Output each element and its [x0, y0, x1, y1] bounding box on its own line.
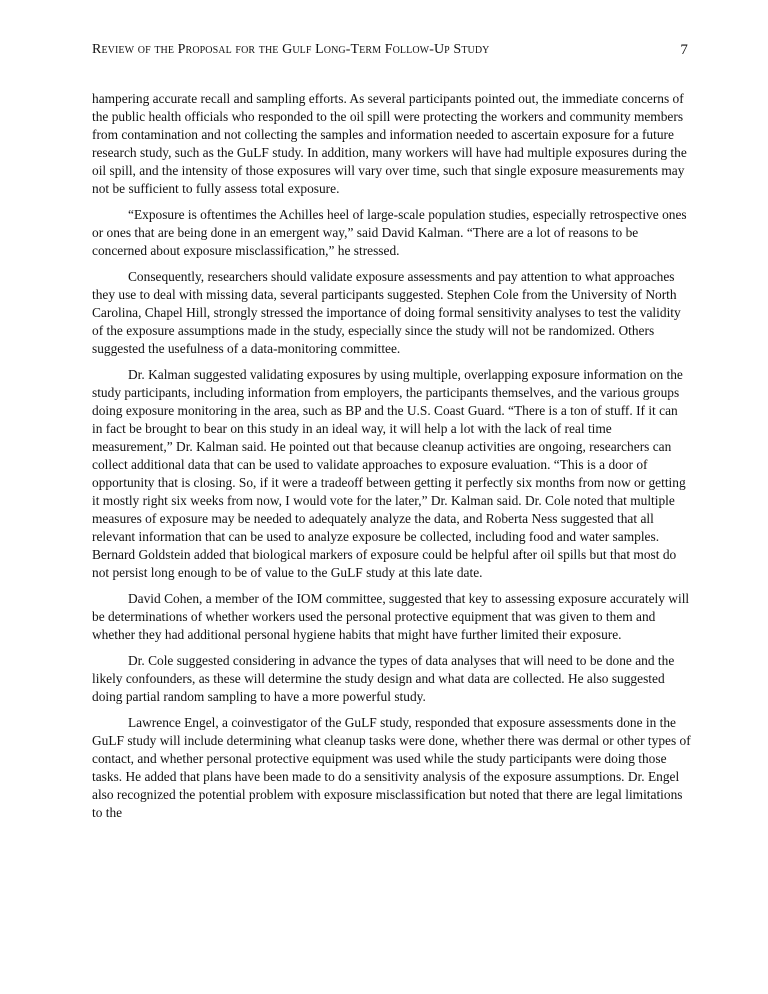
paragraph: Dr. Cole suggested considering in advance the types of data analyses that will need to be done and the likely confounders, as these will determine the study design and what data are collected. He also suggested doing partial random sampling to have a more powerful study. [92, 653, 675, 704]
paragraph: David Cohen, a member of the IOM committee, suggested that key to assessing exposure accurately will be determinations of whether workers used the personal protective equipment that was given to them and whether they had additional personal hygiene habits that might have further limited their exposure. [92, 591, 690, 642]
paragraph-continued: hampering accurate recall and sampling efforts. As several participants pointed out, the immediate concerns of the public health officials who responded to the oil spill were protecting the workers and community members from contamination and not collecting the samples and information needed to ascertain exposure for a future research study, such as the GuLF study. In addition, many workers will have had multiple exposures during the oil spill, and the intensity of those exposures will vary over time, such that single exposure measurements may not be sufficient to fully assess total exposure. [92, 91, 687, 196]
paragraph: “Exposure is oftentimes the Achilles heel of large-scale population studies, especially retrospective ones or ones that are being done in an emergent way,” said David Kalman. “There are a lot of reasons to be concerned about exposure misclassification,” he stressed. [92, 207, 687, 258]
page-number: 7 [680, 42, 688, 58]
paragraph: Consequently, researchers should validate exposure assessments and pay attention to what approaches they use to deal with missing data, several participants suggested. Stephen Cole from the University of North Carolina, Chapel Hill, strongly stressed the importance of doing formal sensitivity analyses to test the validity of the exposure assumptions made in the study, especially since the study will not be randomized. Others suggested the usefulness of a data-monitoring committee. [92, 269, 681, 356]
paragraph: Dr. Kalman suggested validating exposures by using multiple, overlapping exposure information on the study participants, including information from employers, the participants themselves, and the various groups doing exposure monitoring in the area, such as BP and the U.S. Coast Guard. “There is a ton of stuff. If it can in fact be brought to bear on this study in an ideal way, it will help a lot with the lack of real time measurement,” Dr. Kalman said. He pointed out that because cleanup activities are ongoing, researchers can collect additional data that can be used to validate approaches to exposure evaluation. “This is a door of opportunity that is closing. So, if it were a tradeoff between getting it perfectly six months from now or getting it mostly right six weeks from now, I would vote for the later,” Dr. Kalman said. Dr. Cole noted that multiple measures of exposure may be needed to adequately analyze the data, and Roberta Ness suggested that all relevant information that can be used to analyze exposure be collected, including food and water samples. Bernard Goldstein added that biological markers of exposure could be helpful after oil spills but that most do not persist long enough to be of value to the GuLF study at this late date. [92, 367, 686, 580]
running-title: Review of the Proposal for the Gulf Long-Term Follow-Up Study [92, 42, 490, 57]
body-text [92, 90, 691, 830]
running-header [92, 41, 688, 59]
paragraph: Lawrence Engel, a coinvestigator of the GuLF study, responded that exposure assessments done in the GuLF study will include determining what cleanup tasks were done, whether there was dermal or other types of contact, and whether personal protective equipment was used while the study participants were doing those tasks. He added that plans have been made to do a sensitivity analysis of the exposure assumptions. Dr. Engel also recognized the potential problem with exposure misclassification but noted that there are legal limitations to the [92, 715, 691, 820]
